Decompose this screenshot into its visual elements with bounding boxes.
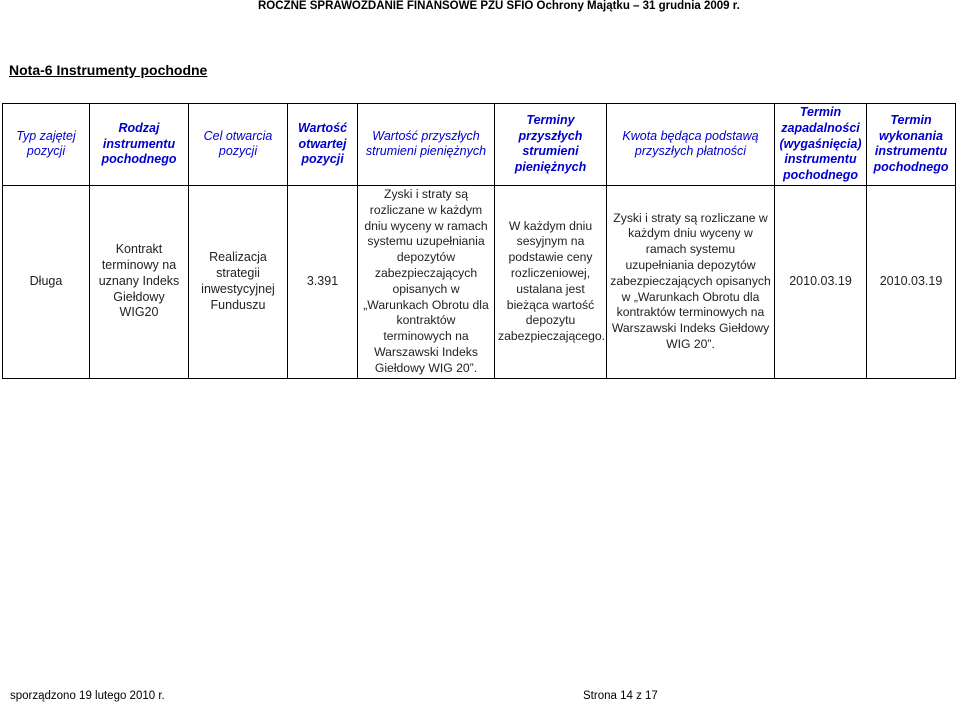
derivatives-table <box>2 103 956 379</box>
col-header-position-type: Typ zajętej pozycji <box>3 104 90 186</box>
col-header-exercise-date: Termin wykonania instrumentu pochodnego <box>867 104 956 186</box>
col-header-open-value: Wartość otwartej pozycji <box>288 104 358 186</box>
cell-purpose: Realizacja strategii inwestycyjnej Funduszu <box>189 185 288 378</box>
col-header-base-amount: Kwota będąca podstawą przyszłych płatności <box>607 104 775 186</box>
col-header-cashflow-dates: Terminy przyszłych strumieni pieniężnych <box>495 104 607 186</box>
table-header-row <box>3 104 956 186</box>
note-title: Nota-6 Instrumenty pochodne <box>9 62 208 78</box>
cell-maturity-date: 2010.03.19 <box>775 185 867 378</box>
footer-prepared-date: sporządzono 19 lutego 2010 r. <box>10 690 165 702</box>
cell-future-cashflows: Zyski i straty są rozliczane w każdym dniu wyceny w ramach systemu uzupełniania depozytów zabezpieczających opisanych w „Warunkach Obrotu dla kontraktów terminowych na Warszawski Indeks Giełdowy WIG 20”. <box>358 185 495 378</box>
cell-position-type: Długa <box>3 185 90 378</box>
report-header: ROCZNE SPRAWOZDANIE FINANSOWE PZU SFIO Ochrony Majątku – 31 grudnia 2009 r. <box>258 0 740 12</box>
table-row <box>3 185 956 378</box>
cell-cashflow-dates: W każdym dniu sesyjnym na podstawie ceny rozliczeniowej, ustalana jest bieżąca wartość depozytu zabezpieczającego. <box>495 185 607 378</box>
footer-page-number: Strona 14 z 17 <box>583 690 658 702</box>
col-header-maturity-date: Termin zapadalności (wygaśnięcia) instrumentu pochodnego <box>775 104 867 186</box>
cell-instrument-kind: Kontrakt terminowy na uznany Indeks Giełdowy WIG20 <box>90 185 189 378</box>
col-header-purpose: Cel otwarcia pozycji <box>189 104 288 186</box>
col-header-future-cashflows: Wartość przyszłych strumieni pieniężnych <box>358 104 495 186</box>
cell-base-amount: Zyski i straty są rozliczane w każdym dniu wyceny w ramach systemu uzupełniania depozytów zabezpieczających opisanych w „Warunkach Obrotu dla kontraktów terminowych na Warszawski Indeks Giełdowy WIG 20”. <box>607 185 775 378</box>
cell-exercise-date: 2010.03.19 <box>867 185 956 378</box>
col-header-instrument-kind: Rodzaj instrumentu pochodnego <box>90 104 189 186</box>
cell-open-value: 3.391 <box>288 185 358 378</box>
